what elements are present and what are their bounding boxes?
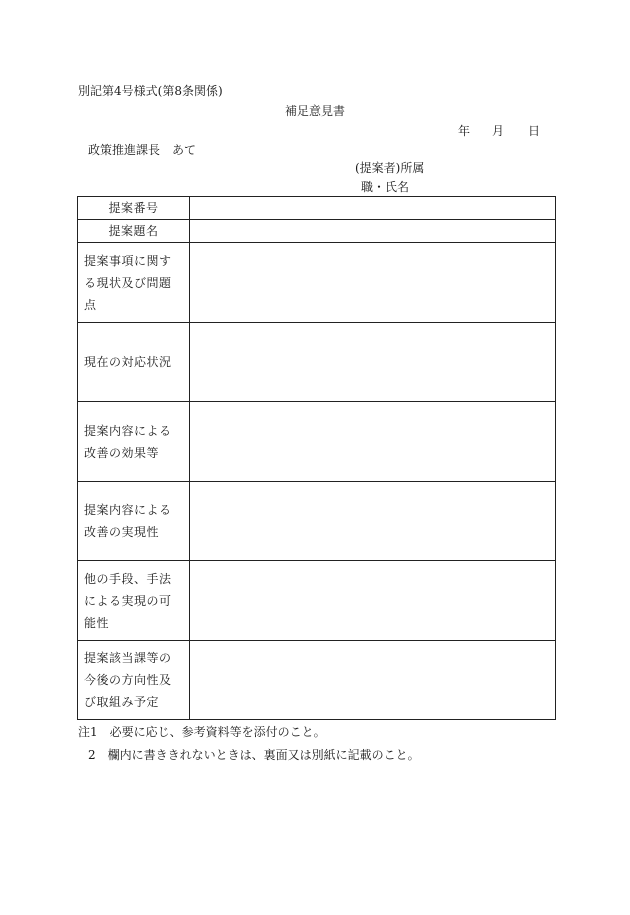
table-row (78, 220, 556, 243)
date-day: 日 (528, 124, 541, 138)
table-row (78, 482, 556, 561)
field-alternative-methods[interactable] (190, 561, 556, 641)
table-row (78, 197, 556, 220)
table-row (78, 243, 556, 323)
addressee: 政策推進課長 あて (88, 143, 197, 157)
row-label-feasibility: 提案内容による改善の実現性 (78, 482, 190, 561)
field-current-issues[interactable] (190, 243, 556, 323)
table-row (78, 561, 556, 641)
row-label-current-response: 現在の対応状況 (78, 323, 190, 402)
date-year: 年 (458, 124, 471, 138)
row-label-proposal-title: 提案題名 (78, 220, 190, 243)
submitter-name-label: 職・氏名 (361, 180, 410, 194)
field-current-response[interactable] (190, 323, 556, 402)
document-title: 補足意見書 (285, 104, 346, 118)
field-proposal-number[interactable] (190, 197, 556, 220)
submitter-affiliation-label: (提案者)所属 (355, 161, 425, 175)
table-row (78, 402, 556, 482)
row-label-alternative-methods: 他の手段、手法による実現の可能性 (78, 561, 190, 641)
row-label-future-direction: 提案該当課等の今後の方向性及び取組み予定 (78, 641, 190, 720)
field-feasibility[interactable] (190, 482, 556, 561)
form-number-label: 別記第4号様式(第8条関係) (78, 84, 223, 98)
table-row (78, 641, 556, 720)
note-overflow: 2 欄内に書ききれないときは、裏面又は別紙に記載のこと。 (88, 748, 420, 762)
field-future-direction[interactable] (190, 641, 556, 720)
date-month: 月 (492, 124, 505, 138)
field-improvement-effect[interactable] (190, 402, 556, 482)
note-attachments: 注1 必要に応じ、参考資料等を添付のこと。 (78, 725, 326, 739)
row-label-proposal-number: 提案番号 (78, 197, 190, 220)
row-label-improvement-effect: 提案内容による改善の効果等 (78, 402, 190, 482)
table-row (78, 323, 556, 402)
field-proposal-title[interactable] (190, 220, 556, 243)
proposal-form-table (77, 196, 556, 720)
row-label-current-issues: 提案事項に関する現状及び問題点 (78, 243, 190, 323)
